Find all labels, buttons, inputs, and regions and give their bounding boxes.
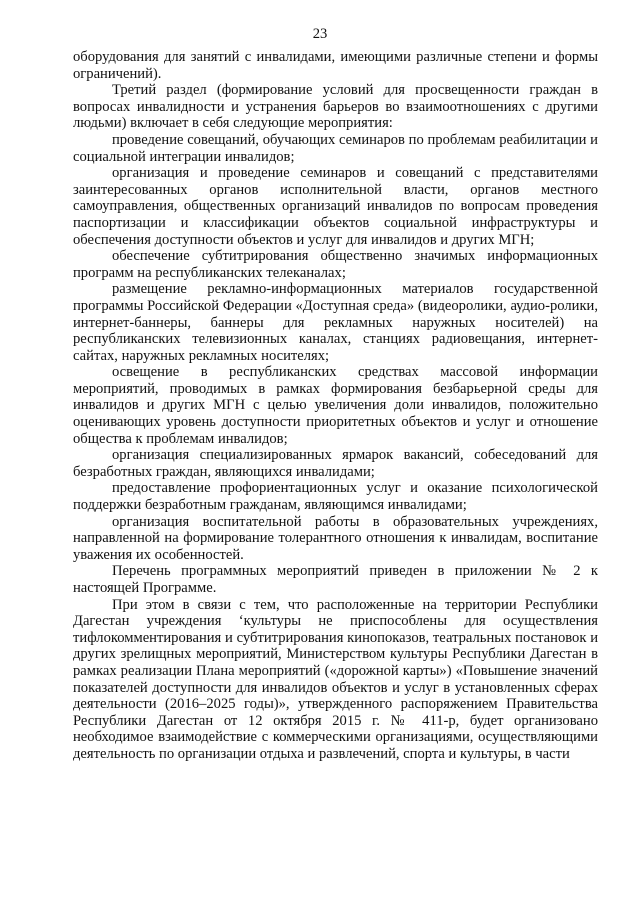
- paragraph: размещение рекламно-информационных материалов государственной программы Российской Федерации «Доступная среда» (видеоролики, аудио-ролики, интернет-баннеры, баннеры для рекламных наружных носителей) на республиканских телевизионных каналах, станциях радиовещания, интернет-сайтах, наружных рекламных носителях;: [73, 281, 598, 364]
- paragraph: Третий раздел (формирование условий для просвещенности граждан в вопросах инвалидности и устранения барьеров во взаимоотношениях с другими людьми) включает в себя следующие мероприятия:: [73, 82, 598, 132]
- paragraph: обеспечение субтитрирования общественно значимых информационных программ на республиканских телеканалах;: [73, 248, 598, 281]
- paragraph: освещение в республиканских средствах массовой информации мероприятий, проводимых в рамках формирования безбарьерной среды для инвалидов и других МГН с целью увеличения доли инвалидов, положительно оценивающих уровень доступности приоритетных объектов и услуг и отношение общества к проблемам инвалидов;: [73, 364, 598, 447]
- paragraph: предоставление профориентационных услуг и оказание психологической поддержки безработным гражданам, являющимся инвалидами;: [73, 480, 598, 514]
- paragraph: оборудования для занятий с инвалидами, имеющими различные степени и формы ограничений).: [73, 49, 598, 82]
- page-number: 23: [312, 26, 328, 42]
- paragraph: Перечень программных мероприятий приведен в приложении № 2 к настоящей Программе.: [73, 563, 598, 596]
- paragraph: организация специализированных ярмарок вакансий, собеседований для безработных граждан, являющихся инвалидами;: [73, 447, 598, 480]
- paragraph: организация воспитательной работы в образовательных учреждениях, направленной на формирование толерантного отношения к инвалидам, воспитание уважения их особенностей.: [73, 513, 598, 563]
- paragraph: проведение совещаний, обучающих семинаров по проблемам реабилитации и социальной интеграции инвалидов;: [73, 131, 598, 165]
- document-body: [73, 49, 598, 763]
- paragraph: При этом в связи с тем, что расположенные на территории Республики Дагестан учреждения ‘культуры не приспособлены для осуществления тифлокомментирования и субтитрирования кинопоказов, театральных постановок и других зрелищных мероприятий, Министерством культуры Республики Дагестан в рамках реализации Плана мероприятий («дорожной карты») «Повышение значений показателей доступности для инвалидов объектов и услуг в установленных сферах деятельности (2016–2025 годы)», утвержденного распоряжением Правительства Республики Дагестан от 12 октября 2015 г. № 411-р, будет организовано необходимое взаимодействие с коммерческими организациями, осуществляющими деятельность по организации отдыха и развлечений, спорта и культуры, в части: [73, 596, 598, 762]
- paragraph: организация и проведение семинаров и совещаний с представителями заинтересованных органов исполнительной власти, органов местного самоуправления, общественных организаций инвалидов по вопросам проведения паспортизации и классификации объектов социальной инфраструктуры и обеспечения доступности объектов и услуг для инвалидов и других МГН;: [73, 165, 598, 248]
